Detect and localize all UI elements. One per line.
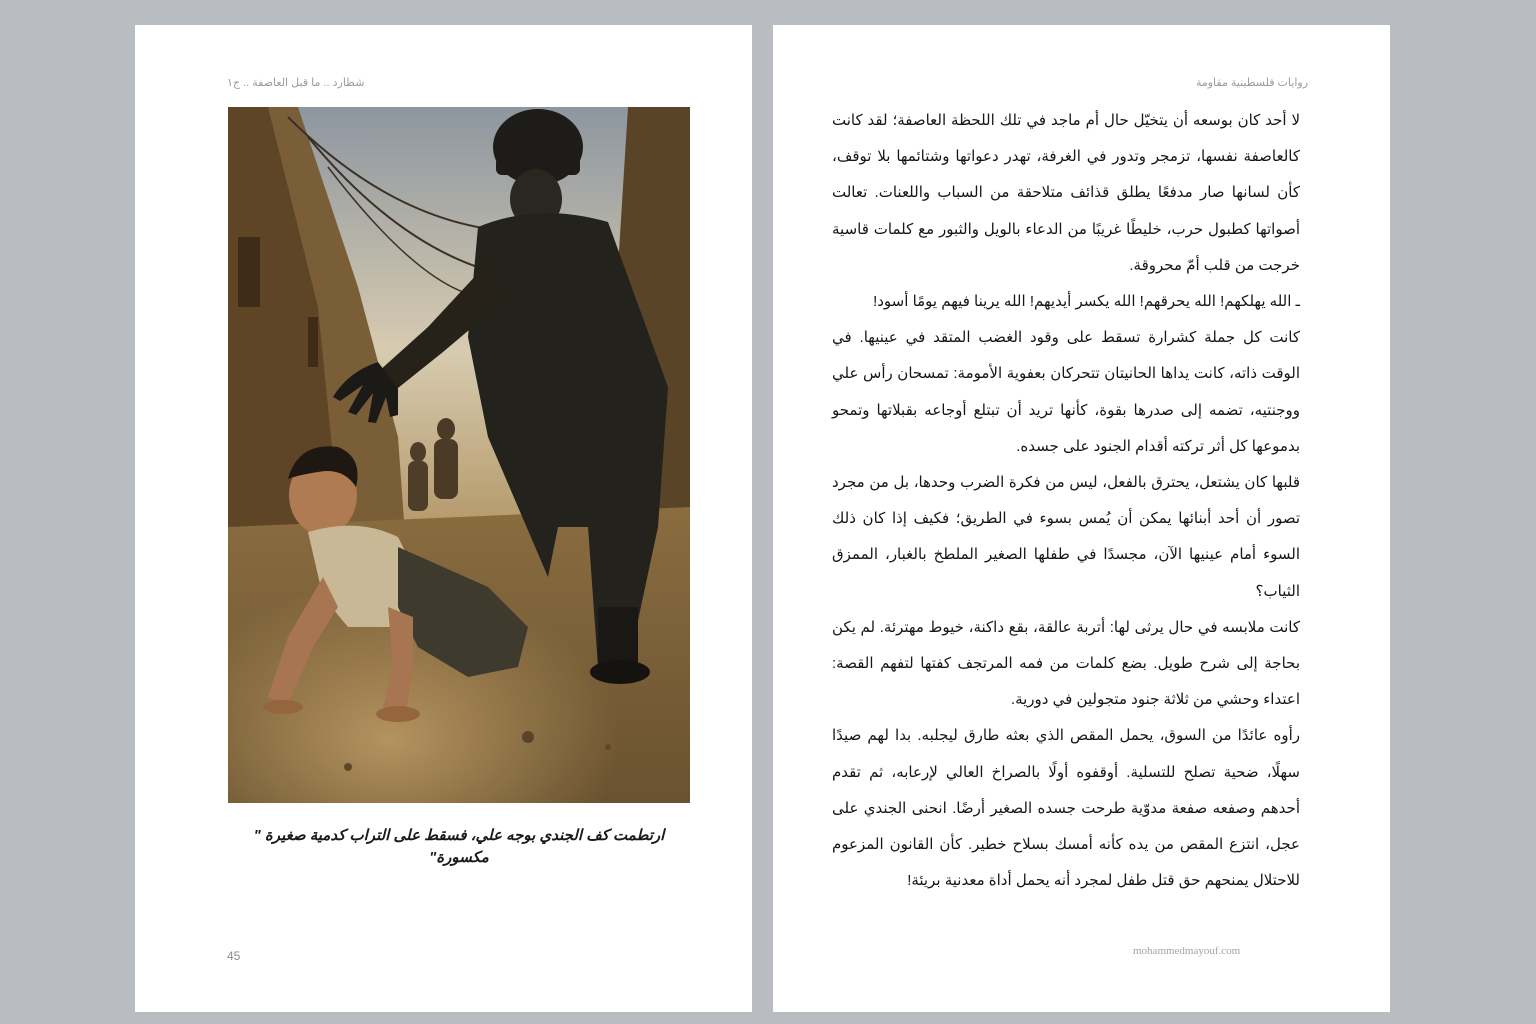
running-head-right: روايات فلسطينية مقاومة [1195, 77, 1308, 89]
illustration-image [228, 107, 690, 803]
footer-url: mohammedmayouf.com [1133, 945, 1241, 957]
body-text [832, 103, 1300, 899]
right-page [773, 25, 1390, 1012]
paragraph: كانت كل جملة كشرارة تسقط على وقود الغضب المتقد في عينيها. في الوقت ذاته، كانت يداها الحانيتان تتحركان بعفوية الأمومة: تمسحان رأس علي ووجنتيه، تضمه إلى صدرها بقوة، كأنها تريد أن تبتلع أوجاعه بقبلاتها وتمحو بدموعها كل أثر تركته أقدام الجنود على جسده. [832, 329, 1300, 455]
paragraph: كانت ملابسه في حال يرثى لها: أتربة عالقة، بقع داكنة، خيوط مهترئة. لم يكن بحاجة إلى شرح طويل. بضع كلمات من فمه المرتجف كفتها لتفهم القصة: اعتداء وحشي من ثلاثة جنود متجولين في دورية. [832, 618, 1300, 709]
running-head-left: شظارد .. ما قبل العاصفة .. ج١ [227, 77, 365, 89]
left-page [135, 25, 752, 1012]
paragraph: رأوه عائدًا من السوق، يحمل المقص الذي بعثه طارق ليجلبه. بدا لهم صيدًا سهلًا، ضحية تصلح للتسلية. أوقفوه أولًا بالصراخ العالي لإرعابه، ثم تقدم أحدهم وصفعه صفعة مدوّية طرحت جسده الصغير أرضًا. انحنى الجندي على عجل، انتزع المقص من يده كأنه أمسك بسلاح خطير. كأن القانون المزعوم للاحتلال يمنحهم حق قتل طفل لمجرد أنه يحمل أداة معدنية بريئة! [832, 727, 1300, 890]
soldier-and-boy-illustration-icon [228, 107, 690, 803]
illustration-caption: ارتطمت كف الجندي بوجه علي، فسقط على التراب كدمية صغيرة " مكسورة" [253, 827, 665, 866]
paragraph: قلبها كان يشتعل، يحترق بالفعل، ليس من فكرة الضرب وحدها، بل من مجرد تصور أن أحد أبنائها يمكن أن يُمس بسوء في الطريق؛ فكيف إذا كان ذلك السوء أمام عينيها الآن، مجسدًا في طفلها الصغير الملطخ بالغبار، الممزق الثياب؟ [832, 474, 1300, 600]
paragraph: لا أحد كان بوسعه أن يتخيّل حال أم ماجد في تلك اللحظة العاصفة؛ لقد كانت كالعاصفة نفسها، تزمجر وتدور في الغرفة، تهدر دعواتها وشتائمها بلا توقف، كأن لسانها صار مدفعًا يطلق قذائف متلاحقة من السباب واللعنات. تعالت أصواتها كطبول حرب، خليطًا غريبًا من الدعاء بالويل والثبور مع كلمات قاسية خرجت من قلب أمّ محروقة. [832, 112, 1300, 274]
page-number: 45 [227, 949, 241, 963]
paragraph: ـ الله يهلكهم! الله يحرقهم! الله يكسر أيديهم! الله يرينا فيهم يومًا أسود! [873, 293, 1300, 311]
